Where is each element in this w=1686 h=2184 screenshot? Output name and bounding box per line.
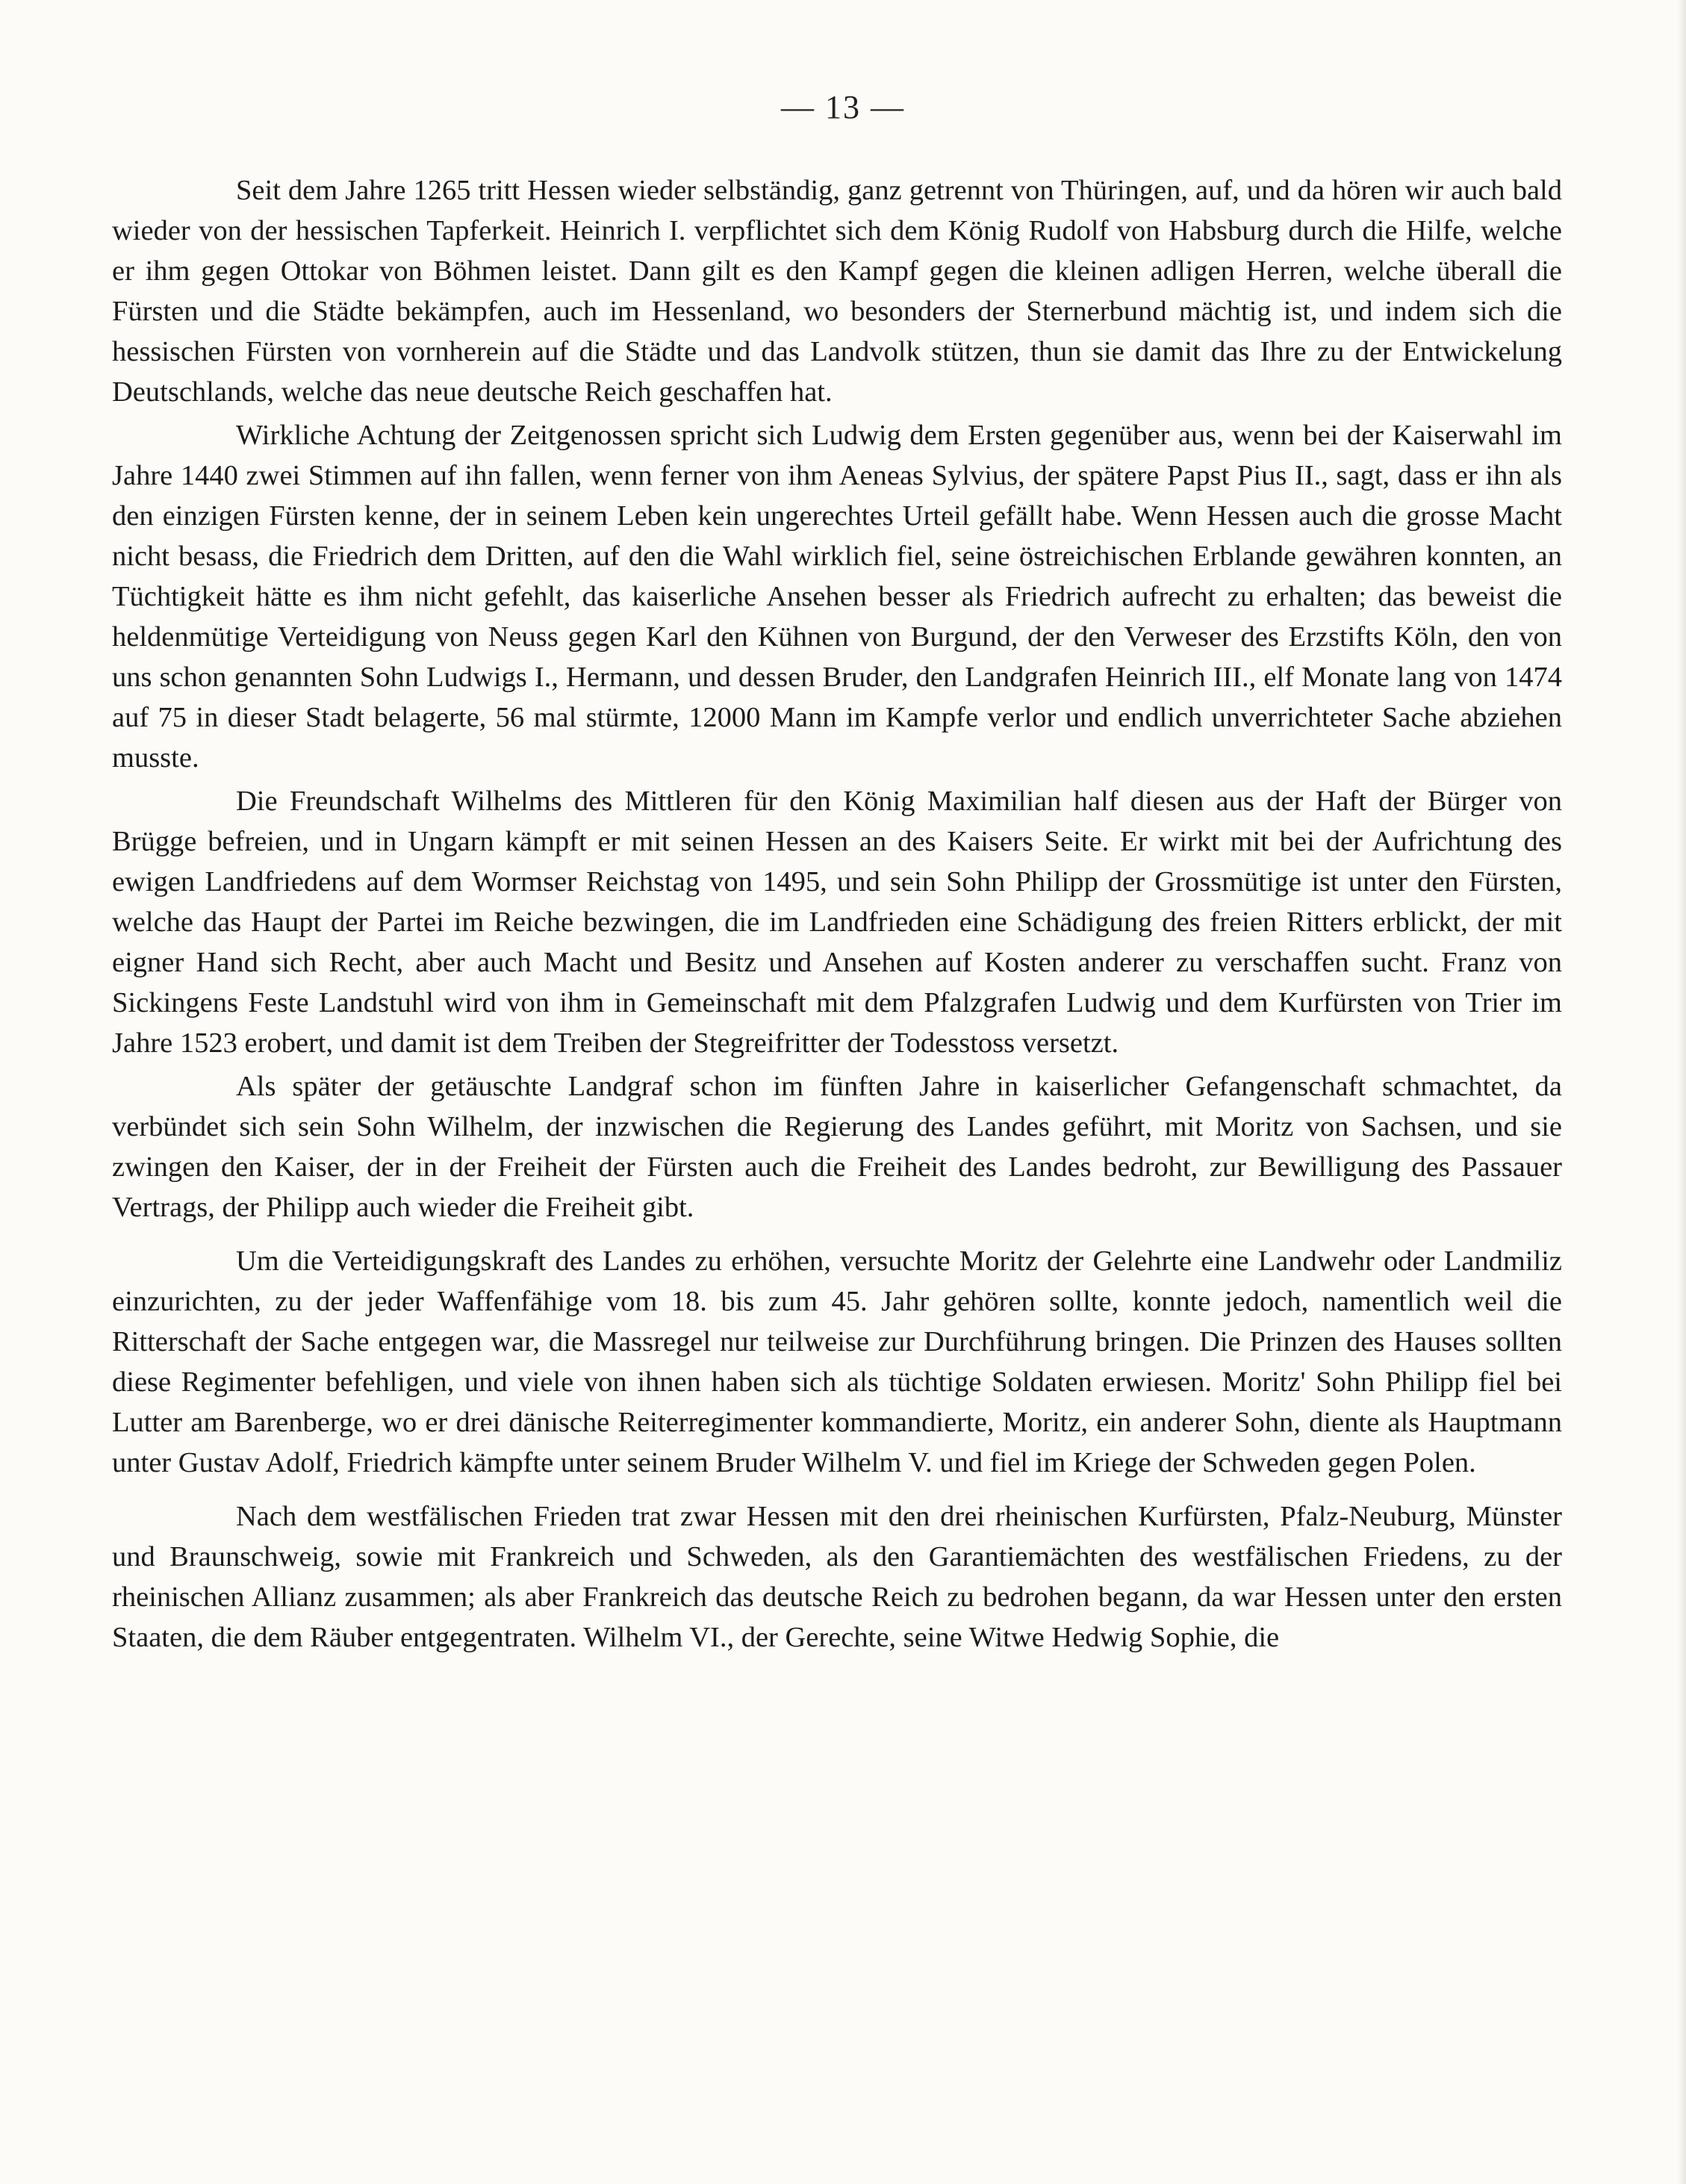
paragraph-5: Um die Verteidigungskraft des Landes zu erhöhen, versuchte Moritz der Gelehrte eine Landwehr oder Landmiliz einzurichten, zu der jeder Waffenfähige vom 18. bis zum 45. Jahr gehören sollte, konnte jedoch, namentlich weil die Ritterschaft der Sache entgegen war, die Massregel nur teilweise zur Durchführung bringen. Die Prinzen des Hauses sollten diese Regimenter befehligen, und viele von ihnen haben sich als tüchtige Soldaten erwiesen. Moritz' Sohn Philipp fiel bei Lutter am Barenberge, wo er drei dänische Reiterregimenter kommandierte, Moritz, ein anderer Sohn, diente als Hauptmann unter Gustav Adolf, Friedrich kämpfte unter seinem Bruder Wilhelm V. und fiel im Kriege der Schweden gegen Polen. [112,1245,1562,1478]
paragraph-2: Wirkliche Achtung der Zeitgenossen spricht sich Ludwig dem Ersten gegenüber aus, wenn bei der Kaiserwahl im Jahre 1440 zwei Stimmen auf ihn fallen, wenn ferner von ihm Aeneas Sylvius, der spätere Papst Pius II., sagt, dass er ihn als den einzigen Fürsten kenne, der in seinem Leben kein ungerechtes Urteil gefällt habe. Wenn Hessen auch die grosse Macht nicht besass, die Friedrich dem Dritten, auf den die Wahl wirklich fiel, seine östreichischen Erblande gewähren konnten, an Tüchtigkeit hätte es ihm nicht gefehlt, das kaiserliche Ansehen besser als Friedrich aufrecht zu erhalten; das beweist die heldenmütige Verteidigung von Neuss gegen Karl den Kühnen von Burgund, der den Verweser des Erzstifts Köln, den von uns schon genannten Sohn Ludwigs I., Hermann, und dessen Bruder, den Landgrafen Heinrich III., elf Monate lang von 1474 auf 75 in dieser Stadt belagerte, 56 mal stürmte, 12000 Mann im Kampfe verlor und endlich unverrichteter Sache abziehen musste. [112,420,1562,774]
body-text [112,170,1562,1661]
paragraph-4: Als später der getäuschte Landgraf schon im fünften Jahre in kaiserlicher Gefangenschaft schmachtet, da verbündet sich sein Sohn Wilhelm, der inzwischen die Regierung des Landes geführt, mit Moritz von Sachsen, und sie zwingen den Kaiser, der in der Freiheit der Fürsten auch die Freiheit des Landes bedroht, zur Bewilligung des Passauer Vertrags, der Philipp auch wieder die Freiheit gibt. [112,1071,1562,1223]
page-number: — 13 — [781,89,905,125]
paragraph-3: Die Freundschaft Wilhelms des Mittleren für den König Maximilian half diesen aus der Haft der Bürger von Brügge befreien, und in Ungarn kämpft er mit seinen Hessen an des Kaisers Seite. Er wirkt mit bei der Aufrichtung des ewigen Landfriedens auf dem Wormser Reichstag von 1495, und sein Sohn Philipp der Grossmütige ist unter den Fürsten, welche das Haupt der Partei im Reiche bezwingen, die im Landfrieden eine Schädigung des freien Ritters erblickt, der mit eigner Hand sich Recht, aber auch Macht und Besitz und Ansehen auf Kosten anderer zu verschaffen sucht. Franz von Sickingens Feste Landstuhl wird von ihm in Gemeinschaft mit dem Pfalzgrafen Ludwig und dem Kurfürsten von Trier im Jahre 1523 erobert, und damit ist dem Treiben der Stegreifritter der Todesstoss versetzt. [112,785,1562,1059]
paragraph-1: Seit dem Jahre 1265 tritt Hessen wieder selbständig, ganz getrennt von Thüringen, auf, und da hören wir auch bald wieder von der hessischen Tapferkeit. Heinrich I. verpflichtet sich dem König Rudolf von Habsburg durch die Hilfe, welche er ihm gegen Ottokar von Böhmen leistet. Dann gilt es den Kampf gegen die kleinen adligen Herren, welche überall die Fürsten und die Städte bekämpfen, auch im Hessenland, wo besonders der Sternerbund mächtig ist, und indem sich die hessischen Fürsten von vornherein auf die Städte und das Landvolk stützen, thun sie damit das Ihre zu der Entwickelung Deutschlands, welche das neue deutsche Reich geschaffen hat. [112,175,1562,408]
page-edge-shadow [1677,0,1686,2184]
paragraph-6: Nach dem westfälischen Frieden trat zwar Hessen mit den drei rheinischen Kurfürsten, Pfalz-Neuburg, Münster und Braunschweig, sowie mit Frankreich und Schweden, als den Garantiemächten des westfälischen Friedens, zu der rheinischen Allianz zusammen; als aber Frankreich das deutsche Reich zu bedrohen begann, da war Hessen unter den ersten Staaten, die dem Räuber entgegentraten. Wilhelm VI., der Gerechte, seine Witwe Hedwig Sophie, die [112,1501,1562,1653]
